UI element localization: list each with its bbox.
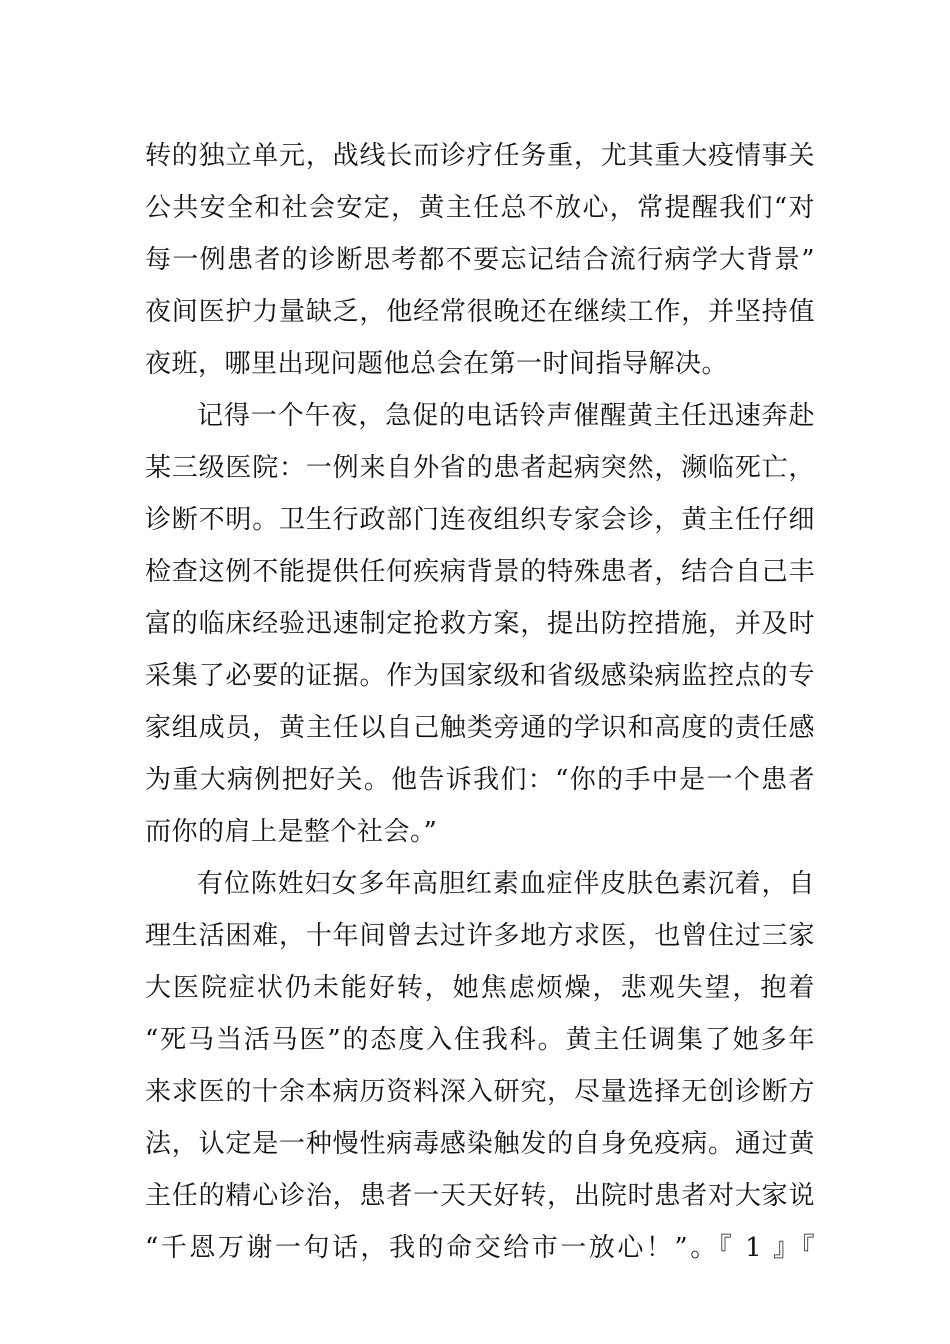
text-line: 家组成员，黄主任以自己触类旁通的学识和高度的责任感 [145, 713, 815, 743]
text-line: 来求医的十余本病历资料深入研究，尽量选择无创诊断方 [145, 1077, 815, 1107]
paragraph-1 [145, 130, 815, 390]
text-line: 有位陈姓妇女多年高胆红素血症伴皮肤色素沉着，自 [197, 869, 815, 899]
text-line: 而你的肩上是整个社会。” [145, 817, 438, 847]
text-line: 公共安全和社会安定，黄主任总不放心，常提醒我们“对 [145, 193, 815, 223]
text-line: 为重大病例把好关。他告诉我们：“你的手中是一个患者 [145, 765, 815, 795]
text-line: 采集了必要的证据。作为国家级和省级感染病监控点的专 [145, 661, 815, 691]
text-line: “千恩万谢一句话，我的命交给市一放心！”。『 1 』『 [145, 1233, 815, 1263]
text-line: 某三级医院：一例来自外省的患者起病突然，濒临死亡， [145, 453, 815, 483]
text-line: 主任的精心诊治，患者一天天好转，出院时患者对大家说 [145, 1181, 815, 1211]
text-line: 转的独立单元，战线长而诊疗任务重，尤其重大疫情事关 [145, 141, 815, 171]
text-line: 理生活困难，十年间曾去过许多地方求医，也曾住过三家 [145, 921, 815, 951]
text-line: 每一例患者的诊断思考都不要忘记结合流行病学大背景” [145, 245, 815, 275]
text-line: 法，认定是一种慢性病毒感染触发的自身免疫病。通过黄 [145, 1129, 815, 1159]
text-line: 富的临床经验迅速制定抢救方案，提出防控措施，并及时 [145, 609, 815, 639]
text-line: 记得一个午夜，急促的电话铃声催醒黄主任迅速奔赴 [197, 401, 815, 431]
text-line: 检查这例不能提供任何疾病背景的特殊患者，结合自己丰 [145, 557, 815, 587]
text-line: 诊断不明。卫生行政部门连夜组织专家会诊，黄主任仔细 [145, 505, 815, 535]
text-line: 夜班，哪里出现问题他总会在第一时间指导解决。 [145, 349, 729, 379]
paragraph-3 [145, 858, 815, 1274]
text-line: “死马当活马医”的态度入住我科。黄主任调集了她多年 [145, 1025, 815, 1055]
body-text [145, 130, 815, 1274]
text-line: 夜间医护力量缺乏，他经常很晚还在继续工作，并坚持值 [145, 297, 815, 327]
text-line: 大医院症状仍未能好转，她焦虑烦燥，悲观失望，抱着 [145, 973, 815, 1003]
paragraph-2 [145, 390, 815, 858]
